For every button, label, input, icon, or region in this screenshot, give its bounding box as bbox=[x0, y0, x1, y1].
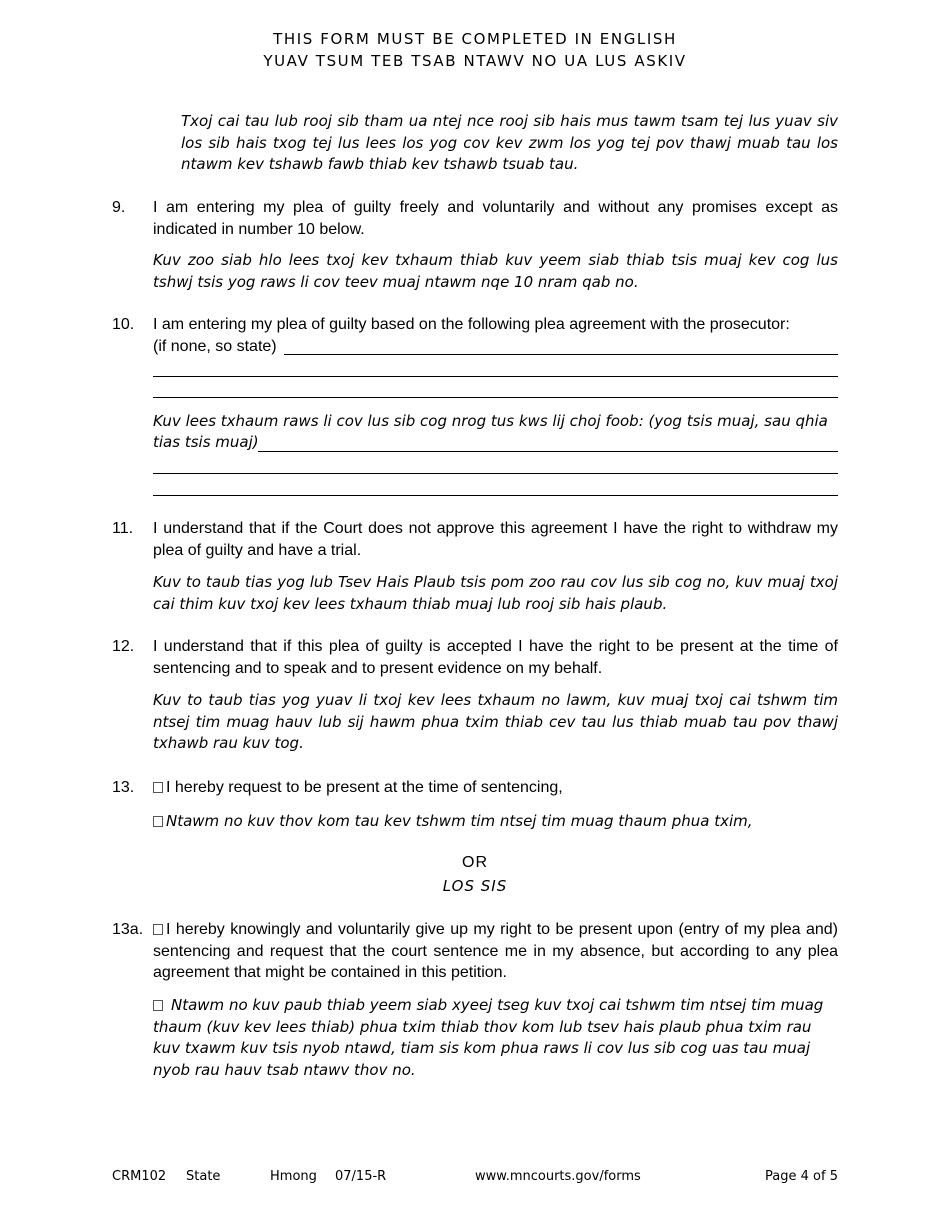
form-header bbox=[0, 28, 950, 72]
footer-website-link[interactable]: www.mncourts.gov/forms bbox=[475, 1169, 641, 1184]
present-at-sentencing-checkbox[interactable] bbox=[153, 782, 163, 793]
item-13a-hmong-row bbox=[153, 995, 828, 1081]
waive-presence-hmong-checkbox[interactable] bbox=[153, 1000, 163, 1011]
waive-presence-checkbox[interactable] bbox=[153, 924, 163, 935]
plea-agreement-field-line-3[interactable] bbox=[153, 397, 838, 398]
plea-agreement-hmong-field-line-1[interactable] bbox=[258, 451, 838, 452]
item-11-hmong: Kuv to taub tias yog lub Tsev Hais Plaub tsis pom zoo rau cov lus sib cog no, kuv muaj txoj cai thim kuv txoj kev lees txhaum thiab muaj lub rooj sib hais plaub. bbox=[153, 573, 838, 613]
item-13-english-row bbox=[153, 777, 838, 799]
item-13a-english: I hereby knowingly and voluntarily give up my right to be present upon (entry of my plea and) sentencing and request that the court sentence me in my absence, but according to any plea agreement that might be contained in this petition. bbox=[153, 921, 838, 981]
plea-agreement-hmong-field-line-3[interactable] bbox=[153, 495, 838, 496]
item-10-number: 10. bbox=[112, 316, 135, 333]
item-10-hmong-line2: tias tsis muaj) bbox=[153, 433, 259, 451]
footer-page-number: Page 4 of 5 bbox=[765, 1169, 838, 1184]
item-9-hmong: Kuv zoo siab hlo lees txoj kev txhaum thiab kuv yeem siab thiab tsis muaj kev cog lus tshwj tsis yog raws li cov teev muaj ntawm nqe 10 nram qab no. bbox=[153, 251, 838, 291]
or-separator: OR bbox=[462, 854, 488, 871]
item-11-english: I understand that if the Court does not approve this agreement I have the right to withdraw my plea of guilty and have a trial. bbox=[153, 520, 838, 559]
plea-agreement-field-line-1[interactable] bbox=[284, 354, 838, 355]
item-11-number: 11. bbox=[112, 520, 134, 537]
item-10-hmong-line1: Kuv lees txhaum raws li cov lus sib cog nrog tus kws lij choj foob: (yog tsis muaj, sau qhia bbox=[153, 412, 828, 430]
plea-agreement-hmong-field-line-2[interactable] bbox=[153, 473, 838, 474]
header-english: THIS FORM MUST BE COMPLETED IN ENGLISH bbox=[273, 30, 677, 48]
or-separator-hmong: LOS SIS bbox=[442, 877, 508, 895]
header-hmong: YUAV TSUM TEB TSAB NTAWV NO UA LUS ASKIV bbox=[263, 52, 687, 70]
item-13-number: 13. bbox=[112, 779, 135, 796]
item-10-english-line2: (if none, so state) bbox=[153, 338, 277, 355]
footer-revision: 07/15-R bbox=[335, 1169, 387, 1184]
item-12-english: I understand that if this plea of guilty is accepted I have the right to be present at the time of sentencing and to speak and to present evidence on my behalf. bbox=[153, 638, 838, 677]
item-13a-number: 13a. bbox=[112, 921, 144, 938]
item-13-english: I hereby request to be present at the time of sentencing, bbox=[166, 779, 563, 796]
item-9-english: I am entering my plea of guilty freely and voluntarily and without any promises except as indicated in number 10 below. bbox=[153, 199, 838, 238]
footer-language: Hmong bbox=[270, 1169, 317, 1184]
item-13a-hmong: Ntawm no kuv paub thiab yeem siab xyeej tseg kuv txoj cai tshwm tim ntsej tim muag thaum (kuv kev lees thiab) phua txim thiab thov kom lub tsev hais plaub phua txim rau kuv txawm kuv tsis nyob ntawd, tiam sis kom phua raws li cov lus sib cog uas tau muaj nyob rau hauv tsab ntawv thov no. bbox=[153, 996, 824, 1079]
present-at-sentencing-hmong-checkbox[interactable] bbox=[153, 816, 163, 827]
item-12-number: 12. bbox=[112, 638, 135, 655]
item-10-english-line1: I am entering my plea of guilty based on the following plea agreement with the prosecutor: bbox=[153, 316, 790, 333]
item-13-hmong-row bbox=[153, 811, 838, 833]
plea-agreement-field-line-2[interactable] bbox=[153, 376, 838, 377]
item-13-hmong: Ntawm no kuv thov kom tau kev tshwm tim ntsej tim muag thaum phua txim, bbox=[166, 812, 753, 830]
intro-hmong-paragraph: Txoj cai tau lub rooj sib tham ua ntej nce rooj sib hais mus tawm tsam tej lus yuav siv los sib hais txog tej lus lees los yog cov kev zwm los yog tej pov thawj muab tau los ntawm kev tshawb fawb thiab kev tshawb tsuab tau. bbox=[181, 112, 838, 173]
footer-jurisdiction: State bbox=[186, 1169, 221, 1184]
item-12-hmong: Kuv to taub tias yog yuav li txoj kev lees txhaum no lawm, kuv muaj txoj cai tshwm tim ntsej tim muag hauv lub sij hawm phua txim thiab cev tau lus thiab muab tau pov thawj txhawb rau kuv tog. bbox=[153, 691, 838, 752]
footer-form-code: CRM102 bbox=[112, 1169, 167, 1184]
item-13a-english-row bbox=[153, 919, 838, 984]
item-9-number: 9. bbox=[112, 199, 126, 216]
